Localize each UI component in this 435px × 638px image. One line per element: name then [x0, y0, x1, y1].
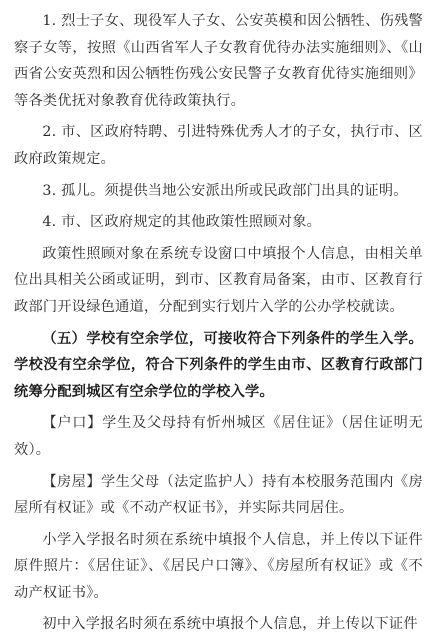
paragraph-other-policy: 4. 市、区政府规定的其他政策性照顾对象。: [42, 214, 322, 231]
paragraph-orphans: 3. 孤儿。须提供当地公安派出所或民政部门出具的证明。: [42, 182, 408, 199]
paragraph-primary-registration: 小学入学报名时须在系统中填报个人信息，并上传以下证件原件照片：《居住证》、《居民户口簿》、《房屋所有权证》或《不动产权证书》。: [14, 531, 423, 601]
paragraph-hukou: 【户口】学生及父母持有忻州城区《居住证》（居住证明无效）。: [14, 415, 423, 458]
paragraph-talent-children: 2. 市、区政府特聘、引进特殊优秀人才的子女，执行市、区政府政策规定。: [14, 124, 423, 167]
paragraph-policy-procedure: 政策性照顾对象在系统专设窗口中填报个人信息，由相关单位出具相关公函或证明，到市、区教育局备案，由市、区教育行政部门开设绿色通道，分配到实行划片入学的公办学校就读。: [14, 245, 423, 315]
section-heading-spare-seats: （五）学校有空余学位，可接收符合下列条件的学生入学。学校没有空余学位，符合下列条件的学生由市、区教育行政部门统筹分配到城区有空余学位的学校入学。: [14, 330, 423, 400]
paragraph-housing: 【房屋】学生父母（法定监护人）持有本校服务范围内《房屋所有权证》或《不动产权证书》，并实际共同居住。: [14, 473, 423, 517]
paragraph-junior-registration: 初中入学报名时须在系统中填报个人信息，并上传以下证件: [42, 616, 418, 633]
paragraph-martyr-children: 1. 烈士子女、现役军人子女、公安英模和因公牺牲、伤残警察子女等，按照《山西省军人子女教育优待办法实施细则》、《山西省公安英烈和因公牺牲伤残公安民警子女教育优待实施细则》等各类优抚对象教育优待政策执行。: [14, 13, 423, 109]
